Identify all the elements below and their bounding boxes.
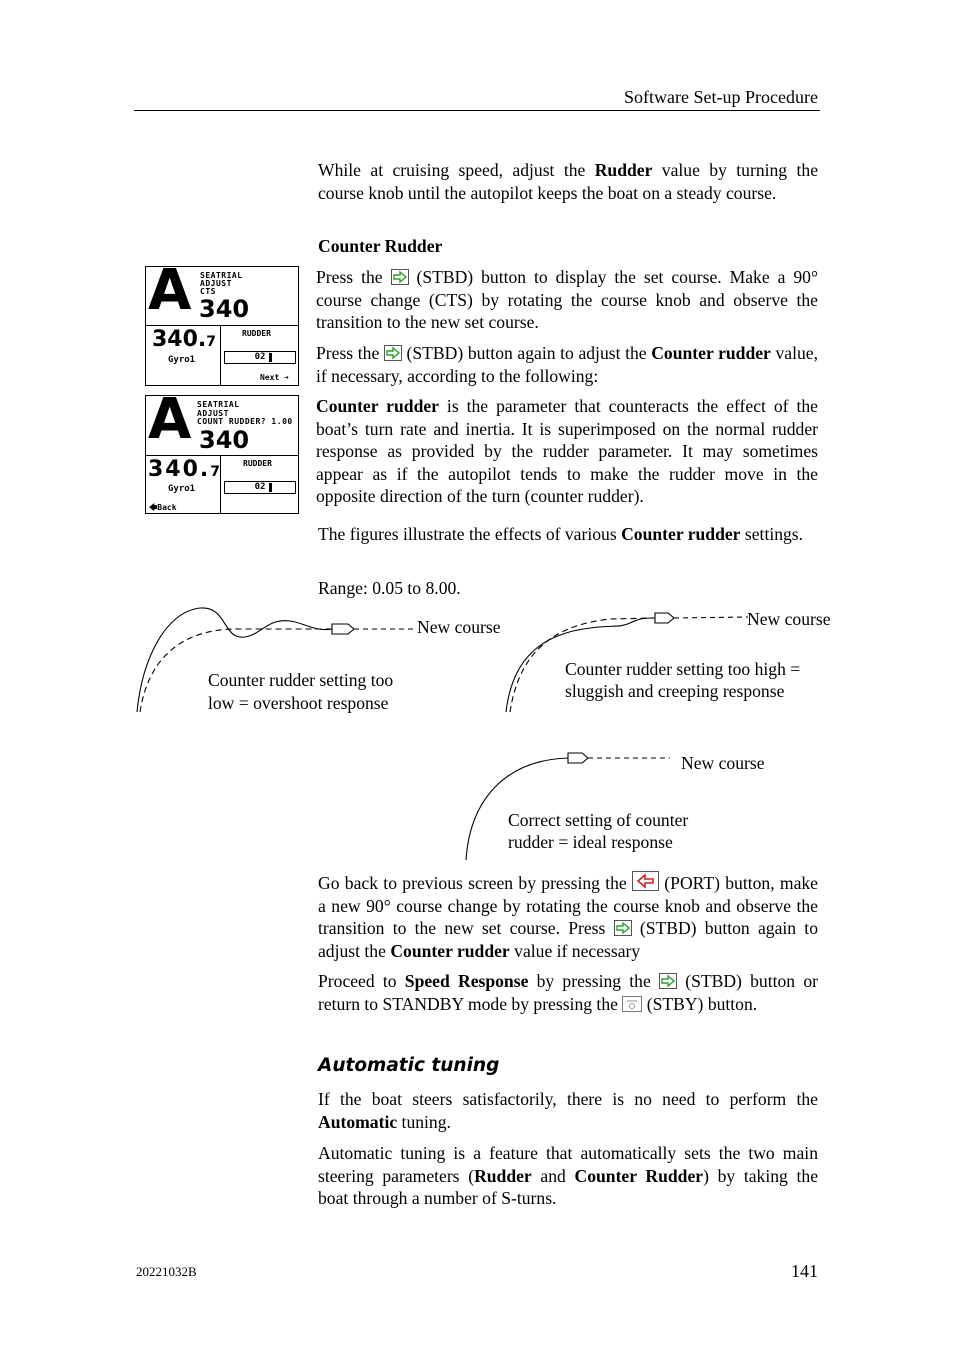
sluggish-caption-line-2: sluggish and creeping response (565, 681, 785, 701)
ideal-caption-line-1: Correct setting of counter (508, 810, 689, 830)
rudder-indicator: 02 (224, 481, 296, 494)
figures-intro-paragraph: The figures illustrate the effects of various Counter rudder settings. (318, 524, 804, 544)
new-course-label: New course (747, 609, 831, 629)
press-stbd-paragraph-2: Press the (STBD) button again to adjust the Counter rudder value, if necessary, according to the following: (316, 343, 818, 386)
heading-readout: 340.7 (148, 457, 223, 482)
stbd-arrow-right-icon (614, 920, 632, 936)
stbd-arrow-right-icon (659, 973, 677, 989)
compass-source: Gyro1 (168, 355, 196, 365)
counter-rudder-definition: Counter rudder is the parameter that counteracts the effect of the boat’s turn rate and inertia. It is superimposed on the normal rudder response as provided by the rudder parameter. It may sometimes appear as if the autopilot tends to make the rudder move in the opposite direction of the turn (counter rudder). (316, 396, 818, 506)
rudder-indicator: 02 (224, 351, 296, 364)
overshoot-caption-line-1: Counter rudder setting too (208, 670, 394, 690)
automatic-tuning-heading: Automatic tuning (318, 1055, 500, 1076)
lcd-line-2: ADJUST (200, 279, 232, 288)
ideal-caption-line-2: rudder = ideal response (508, 832, 673, 852)
auto-mode-indicator: A (148, 258, 192, 323)
lcd-line-3: COUNT RUDDER? 1.00 (197, 417, 293, 426)
proceed-paragraph: Proceed to Speed Response by pressing the (STBD) button or return to STANDBY mode by pressing the (STBY) button. (318, 971, 818, 1014)
heading-readout: 340.7 (152, 327, 217, 352)
rudder-label: RUDDER (242, 329, 271, 338)
page-number: 141 (791, 1261, 818, 1281)
lcd-line-2: ADJUST (197, 409, 229, 418)
lcd-line-1: SEATRIAL (197, 400, 240, 409)
next-softkey[interactable]: Next ➔ (260, 373, 289, 382)
new-course-label: New course (681, 753, 765, 773)
range-text: Range: 0.05 to 8.00. (318, 578, 461, 598)
auto-tuning-paragraph-2: Automatic tuning is a feature that automatically sets the two main steering parameters (Rudder and Counter Rudder) by taking the boat through a number of S-turns. (318, 1143, 818, 1208)
document-number: 20221032B (136, 1264, 197, 1279)
intro-paragraph: While at cruising speed, adjust the Rudder value by turning the course knob until the autopilot keeps the boat on a steady course. (318, 160, 818, 203)
back-softkey[interactable]: 🡄Back (149, 503, 177, 512)
counter-rudder-heading: Counter Rudder (318, 236, 443, 256)
lcd-line-3: CTS (200, 287, 216, 296)
set-course-value: 340 (199, 295, 250, 323)
overshoot-caption-line-2: low = overshoot response (208, 693, 389, 713)
go-back-paragraph: Go back to previous screen by pressing the (PORT) button, make a new 90° course change by rotating the course knob and observe the transition to the new set course. Press (STBD) button again to adjust the Counter rudder value if necessary (318, 873, 818, 961)
stby-button-icon (622, 996, 642, 1012)
set-course-value: 340 (199, 426, 250, 454)
page-header-title: Software Set-up Procedure (624, 87, 818, 107)
lcd-line-1: SEATRIAL (200, 271, 243, 280)
new-course-label: New course (417, 617, 501, 637)
arrow-right-icon: ➔ (284, 373, 289, 382)
auto-tuning-paragraph-1: If the boat steers satisfactorily, there is no need to perform the Automatic tuning. (318, 1089, 818, 1132)
arrow-left-icon: 🡄 (149, 503, 158, 512)
auto-mode-indicator: A (148, 387, 192, 452)
sluggish-caption-line-1: Counter rudder setting too high = (565, 659, 801, 679)
port-arrow-left-icon (632, 871, 659, 891)
press-stbd-paragraph-1: Press the (STBD) button to display the set course. Make a 90° course change (CTS) by rotating the course knob and observe the transition to the new set course. (316, 267, 818, 332)
rudder-label: RUDDER (243, 459, 272, 468)
compass-source: Gyro1 (168, 484, 196, 494)
